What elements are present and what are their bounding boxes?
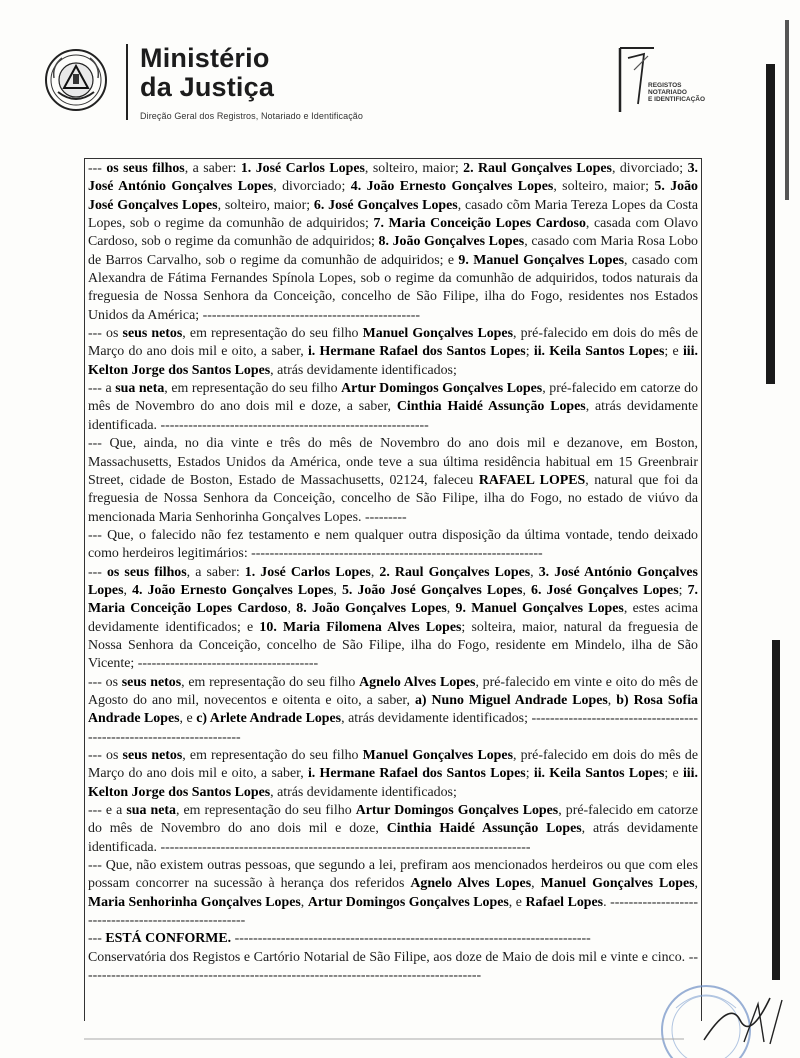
rni-logo [614,44,724,116]
text-segment: , em representação do seu filho [175,803,356,819]
text-segment: --- a [88,381,116,397]
bold-text-segment: 4. João Ernesto Gonçalves Lopes [350,179,554,195]
rni-line3: E IDENTIFICAÇÃO [648,96,706,103]
text-segment: ----------------------------------------------------------------------------- [231,931,591,947]
text-segment: , [446,601,456,617]
text-segment: , casada com Olavo Cardoso, sob o regime da comunhão de adquiridos; [88,216,699,250]
bold-text-segment: 1. José Carlos Lopes [244,564,371,580]
text-segment: , [287,601,297,617]
bold-text-segment: Cinthia Haidé Assunção Lopes [386,821,582,837]
text-segment: --- [88,564,107,580]
signature-mark [700,990,790,1046]
bold-text-segment: iii. Kelton Jorge dos Santos Lopes [88,344,698,378]
bold-text-segment: 7. Maria Conceição Lopes Cardoso [88,582,698,617]
rni-line1: REGISTOS [648,82,682,89]
text-segment: , atrás devidamente identificados; [270,784,457,800]
text-segment: , a saber: [186,564,245,580]
text-segment: , em representação do seu filho [182,748,363,763]
text-segment: , estes acima devidamente identificados; e [88,601,699,635]
text-segment: , [333,582,342,598]
bold-text-segment: iii. Kelton Jorge dos Santos Lopes [88,766,698,800]
text-segment: ; solteira, maior, natural da freguesia de Nossa Senhora da Conceição, concelho de São Filipe, ilha do Fogo, residente em Mindelo, ilha de São Vicente; --------------------------------------- [88,619,699,672]
text-segment: , atrás devidamente identificada. ---------------------------------------------------------- [88,399,699,433]
bold-text-segment: sua neta [115,381,165,397]
bold-text-segment: seus netos [122,748,183,763]
bold-text-segment: i. Hermane Rafael dos Santos Lopes [307,766,526,782]
text-segment: --- Que, não existem outras pessoas, que segundo a lei, prefiram aos mencionados herdeiros ou que com eles possam concorrer na sucessão à herança dos referidos [88,858,698,892]
document-paragraph [88,747,698,802]
bold-text-segment: 3. José António Gonçalves Lopes [88,564,698,598]
bold-text-segment: Rafael Lopes [525,894,604,910]
bold-text-segment: Artur Domingos Gonçalves Lopes [355,803,559,819]
footer-rule [84,1038,684,1040]
ministry-title-line2: da Justiça [140,72,275,102]
text-segment: , [370,564,380,580]
text-segment: --- [88,931,106,947]
text-segment: , em representação do seu filho [164,381,342,397]
bold-text-segment: seus netos [121,674,182,690]
bold-text-segment: 6. José Gonçalves Lopes [531,582,679,598]
bold-text-segment: 2. Raul Gonçalves Lopes [463,161,612,176]
document-paragraph [88,564,698,674]
bold-text-segment: Maria Senhorinha Gonçalves Lopes [88,894,301,910]
bold-text-segment: 8. João Gonçalves Lopes [378,234,525,250]
text-segment: , [522,582,531,598]
bold-text-segment: 5. João José Gonçalves Lopes [341,582,523,598]
text-segment: , pré-falecido em catorze do mês de Novembro do ano dois mil e doze, [88,803,698,837]
text-segment: , a saber: [184,161,241,176]
bold-text-segment: Agnelo Alves Lopes [359,674,476,690]
text-segment: , pré-falecido em dois do mês de Março do ano dois mil e oito, a saber, [88,748,698,782]
bold-text-segment: Manuel Gonçalves Lopes [362,748,513,763]
text-segment: , [531,876,541,892]
text-segment: ; e [664,766,683,782]
text-segment: --- Que, o falecido não fez testamento e nem qualquer outra disposição da última vontade, tendo deixado como herdeiros legitimários: --------------------------------------------------------------- [88,527,698,562]
text-segment: , pré-falecido em vinte e oito do mês de Agosto do ano mil, novecentos e oitenta e oito, a saber, [88,674,699,708]
document-paragraph [88,380,698,435]
bold-text-segment: Artur Domingos Gonçalves Lopes [341,381,543,397]
text-segment: , [123,582,133,598]
text-segment: --- e a [88,803,127,819]
bold-text-segment: Agnelo Alves Lopes [410,876,532,892]
header-divider [126,44,128,120]
bold-text-segment: 2. Raul Gonçalves Lopes [379,564,531,580]
text-segment: ; e [664,344,683,360]
text-segment: ; [525,766,534,782]
bold-text-segment: Manuel Gonçalves Lopes [362,326,513,342]
text-segment: , [300,894,308,910]
document-paragraph [88,325,698,380]
document-paragraph [88,949,698,986]
bold-text-segment: sua neta [126,803,176,819]
text-segment: , natural que foi da freguesia de Nossa Senhora da Conceição, concelho de São Filipe, ilha do Fogo, no estado de viúvo da mencionada Maria Senhorinha Gonçalves Lopes. --------- [88,472,699,525]
bold-text-segment: seus netos [122,326,183,342]
document-paragraph [88,674,698,747]
bold-text-segment: Cinthia Haidé Assunção Lopes [396,399,586,415]
bold-text-segment: ii. Keila Santos Lopes [533,344,665,360]
scan-edge-mark [772,640,780,980]
text-segment: , casado com Alexandra de Fátima Fernandes Spínola Lopes, sob o regime da comunhão de adquiridos, todos naturais da freguesia de Nossa Senhora da Conceição, concelho de São Filipe, ilha do Fogo, residentes nos Estados Unidos da América; ----------------------------------------------- [88,252,698,323]
bold-text-segment: 10. Maria Filomena Alves Lopes [259,619,462,635]
text-segment: Conservatória dos Registos e Cartório Notarial de São Filipe, aos doze de Maio de dois mil e vinte e cinco. --------------------------------------------------------------------------------------- [88,949,698,984]
bold-text-segment: 3. José António Gonçalves Lopes [88,161,698,195]
text-segment: , e [179,711,197,727]
text-segment: , e [508,894,526,910]
text-segment: , divorciado; [273,179,351,195]
bold-text-segment: b) Rosa Sofia Andrade Lopes [88,692,698,727]
bold-text-segment: 5. João José Gonçalves Lopes [88,179,698,213]
text-segment: , divorciado; [611,161,688,176]
text-segment: ; [678,582,688,598]
text-segment: , solteiro, maior; [553,179,655,195]
bold-text-segment: a) Nuno Miguel Andrade Lopes [414,692,608,708]
bold-text-segment: 9. Manuel Gonçalves Lopes [455,601,624,617]
coat-of-arms-seal-icon [44,48,108,112]
rni-mark-icon [614,44,724,116]
document-body [88,160,698,985]
text-segment: , atrás devidamente identificada. -------------------------------------------------------------------------------- [88,821,699,855]
text-segment: , atrás devidamente identificados; [270,362,457,378]
text-segment: --- os [88,748,123,763]
text-segment: --- [88,161,107,176]
text-segment: , solteiro, maior; [364,161,464,176]
bold-text-segment: ESTÁ CONFORME. [105,931,232,947]
text-segment: , casado cõm Maria Tereza Lopes da Costa Lopes, sob o regime da comunhão de adquiridos; [88,197,698,232]
ministry-title-line1: Ministério [140,43,270,73]
bold-text-segment: ii. Keila Santos Lopes [533,766,665,782]
text-segment: , [607,692,617,708]
bold-text-segment: os seus filhos [106,161,185,176]
text-segment: --- os [88,674,122,690]
text-segment: , em representação do seu filho [182,326,363,342]
bold-text-segment: 6. José Gonçalves Lopes [313,197,458,213]
bold-text-segment: Manuel Gonçalves Lopes [540,876,695,892]
text-segment: , pré-falecido em catorze do mês de Novembro do ano dois mil e doze, a saber, [88,381,698,415]
text-segment: , solteiro, maior; [217,197,314,213]
document-paragraph [88,435,698,527]
text-segment: , [694,876,698,892]
text-segment: --- os [88,326,123,342]
text-segment: ; [525,344,534,360]
bold-text-segment: c) Arlete Andrade Lopes [196,711,342,727]
scan-edge-mark [785,20,789,200]
bold-text-segment: 9. Manuel Gonçalves Lopes [458,252,625,268]
ministry-subtitle: Direção Geral dos Registros, Notariado e Identificação [140,111,364,121]
scan-edge-mark [766,64,775,384]
bold-text-segment: os seus filhos [106,564,187,580]
rni-line2: NOTARIADO [648,89,687,96]
document-paragraph [88,160,698,325]
text-segment: , pré-falecido em dois do mês de Março do ano dois mil e oito, a saber, [88,326,698,360]
document-paragraph [88,802,698,857]
ministry-header [140,44,363,121]
bold-text-segment: 4. João Ernesto Gonçalves Lopes [132,582,334,598]
document-paragraph [88,930,698,948]
bold-text-segment: 1. José Carlos Lopes [240,161,365,176]
bold-text-segment: 8. João Gonçalves Lopes [296,601,447,617]
bold-text-segment: 7. Maria Conceição Lopes Cardoso [373,216,586,232]
text-segment: . ----------------------------------------------------- [88,894,698,929]
document-paragraph [88,527,698,564]
bold-text-segment: Artur Domingos Gonçalves Lopes [307,894,509,910]
text-segment: , casado com Maria Rosa Lobo de Barros Carvalho, sob o regime da comunhão de adquiridos; e [88,234,698,268]
text-segment: , atrás devidamente identificados; --------------------------------------------------------------------- [88,711,698,745]
document-paragraph [88,857,698,930]
text-segment: , [530,564,539,580]
bold-text-segment: i. Hermane Rafael dos Santos Lopes [307,344,526,360]
bold-text-segment: RAFAEL LOPES [478,472,586,488]
text-segment: , em representação do seu filho [181,674,360,690]
text-segment: --- Que, ainda, no dia vinte e três do mês de Novembro do ano dois mil e dezanove, em Boston, Massachusetts, Estados Unidos da América, onde teve a sua última residência habitual em 15 Greenbrair Street, cidade de Boston, Estado de Massachusetts, 02124, faleceu [88,436,698,488]
